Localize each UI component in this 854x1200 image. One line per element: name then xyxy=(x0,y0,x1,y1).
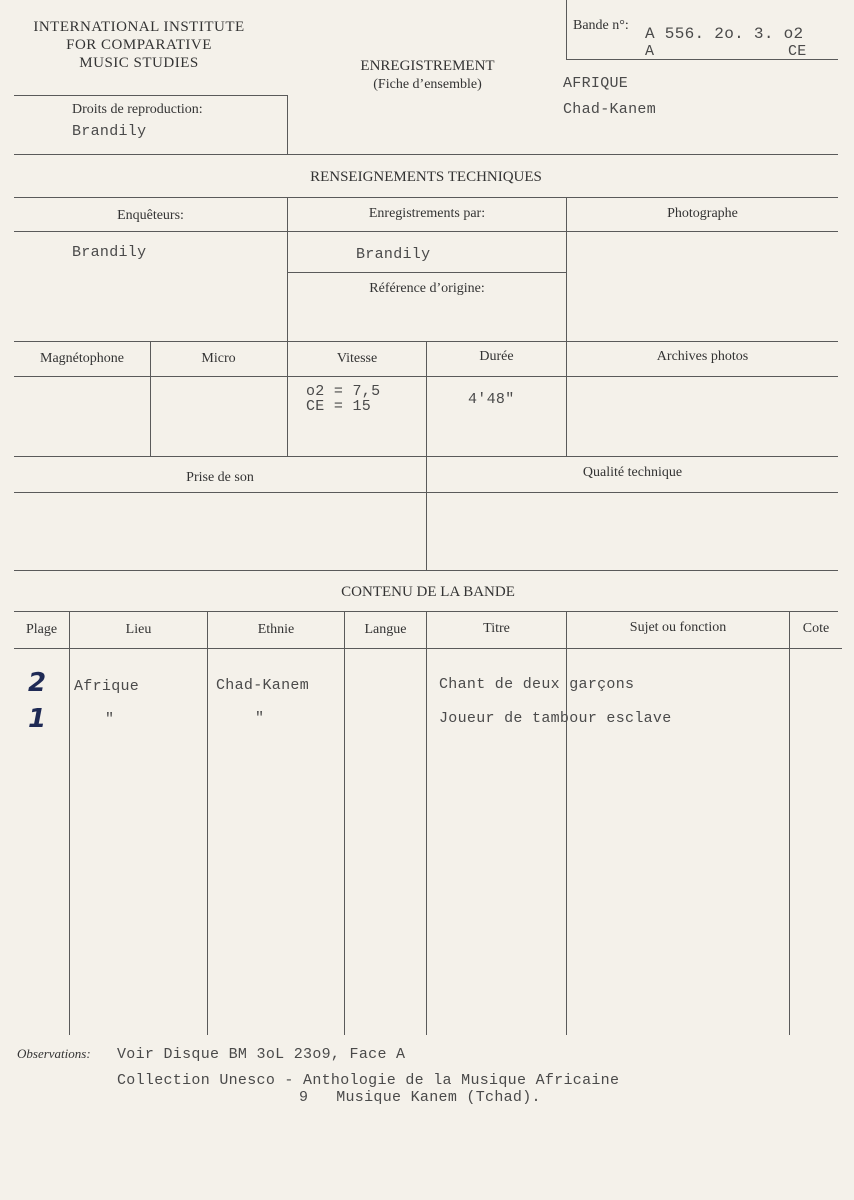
qualite-label: Qualité technique xyxy=(582,465,683,480)
vitesse-line1: o2 = 7,5 xyxy=(306,383,381,400)
vitesse-label: Vitesse xyxy=(336,351,378,366)
divider xyxy=(14,570,838,571)
col-ethnie: Ethnie xyxy=(257,622,295,637)
row-titre: Joueur de tambour esclave xyxy=(439,710,672,727)
row-lieu: Afrique xyxy=(74,678,140,695)
archives-label: Archives photos xyxy=(656,349,749,364)
institute-line3: MUSIC STUDIES xyxy=(79,55,199,71)
magnetophone-label: Magnétophone xyxy=(40,351,124,366)
vitesse-value xyxy=(306,384,380,414)
col-langue: Langue xyxy=(364,622,407,637)
duree-label: Durée xyxy=(479,349,514,364)
row-lieu: " xyxy=(105,711,115,728)
row-ethnie: " xyxy=(255,710,265,727)
institute-name xyxy=(14,18,264,72)
column-divider xyxy=(789,611,790,1035)
institute-line1: INTERNATIONAL INSTITUTE xyxy=(33,19,245,35)
observations-label: Observations: xyxy=(17,1046,91,1061)
observations-line3: 9 Musique Kanem (Tchad). xyxy=(299,1089,541,1106)
divider xyxy=(14,231,838,232)
duree-value: 4'48" xyxy=(468,391,515,408)
bande-box-left-border xyxy=(566,0,567,59)
bande-label: Bande n°: xyxy=(573,18,629,33)
divider xyxy=(14,648,842,649)
column-divider xyxy=(287,197,288,341)
institute-line2: FOR COMPARATIVE xyxy=(66,37,212,53)
rights-box-right-border xyxy=(287,95,288,155)
divider xyxy=(14,154,838,155)
region-area: Chad-Kanem xyxy=(563,101,657,118)
col-sujet: Sujet ou fonction xyxy=(629,620,727,635)
contents-heading: CONTENU DE LA BANDE xyxy=(341,584,515,600)
reference-label: Référence d’origine: xyxy=(369,281,485,296)
column-divider xyxy=(566,197,567,341)
column-divider xyxy=(150,341,151,456)
rights-box-top-border xyxy=(14,95,288,96)
col-lieu: Lieu xyxy=(125,622,152,637)
column-divider xyxy=(566,341,567,456)
rights-value: Brandily xyxy=(72,123,147,140)
prise-label: Prise de son xyxy=(186,470,254,485)
technical-heading: RENSEIGNEMENTS TECHNIQUES xyxy=(310,169,542,185)
column-divider xyxy=(287,341,288,456)
column-divider xyxy=(207,611,208,1035)
row-plage: 2 xyxy=(28,668,47,698)
row-ethnie: Chad-Kanem xyxy=(216,677,310,694)
divider xyxy=(288,272,566,273)
divider xyxy=(14,197,838,198)
enqueteurs-label: Enquêteurs: xyxy=(117,208,184,223)
bande-number: A 556. 2o. 3. o2 xyxy=(645,25,804,43)
enqueteurs-value: Brandily xyxy=(72,244,147,261)
column-divider xyxy=(69,611,70,1035)
vitesse-line2: CE = 15 xyxy=(306,398,372,415)
micro-label: Micro xyxy=(201,351,236,366)
observations-line2: Collection Unesco - Anthologie de la Musique Africaine xyxy=(117,1072,620,1089)
enregistrements-value: Brandily xyxy=(356,246,431,263)
column-divider xyxy=(566,611,567,1035)
row-titre: Chant de deux garçons xyxy=(439,676,635,693)
observations-line1: Voir Disque BM 3oL 23o9, Face A xyxy=(117,1046,406,1063)
form-subtitle: (Fiche d’ensemble) xyxy=(373,77,482,92)
photographe-label: Photographe xyxy=(667,206,738,221)
form-title: ENREGISTREMENT xyxy=(360,58,495,74)
column-divider xyxy=(344,611,345,1035)
bande-sub-left: A xyxy=(645,43,655,60)
column-divider xyxy=(426,341,427,456)
rights-label: Droits de reproduction: xyxy=(72,102,203,117)
bande-sub-right: CE xyxy=(788,43,807,60)
column-divider xyxy=(426,611,427,1035)
col-plage: Plage xyxy=(25,622,58,637)
col-cote: Cote xyxy=(802,621,830,636)
row-plage: 1 xyxy=(28,704,47,734)
column-divider xyxy=(426,456,427,570)
col-titre: Titre xyxy=(483,621,510,636)
enregistrements-label: Enregistrements par: xyxy=(368,206,486,221)
region-continent: AFRIQUE xyxy=(563,75,629,92)
